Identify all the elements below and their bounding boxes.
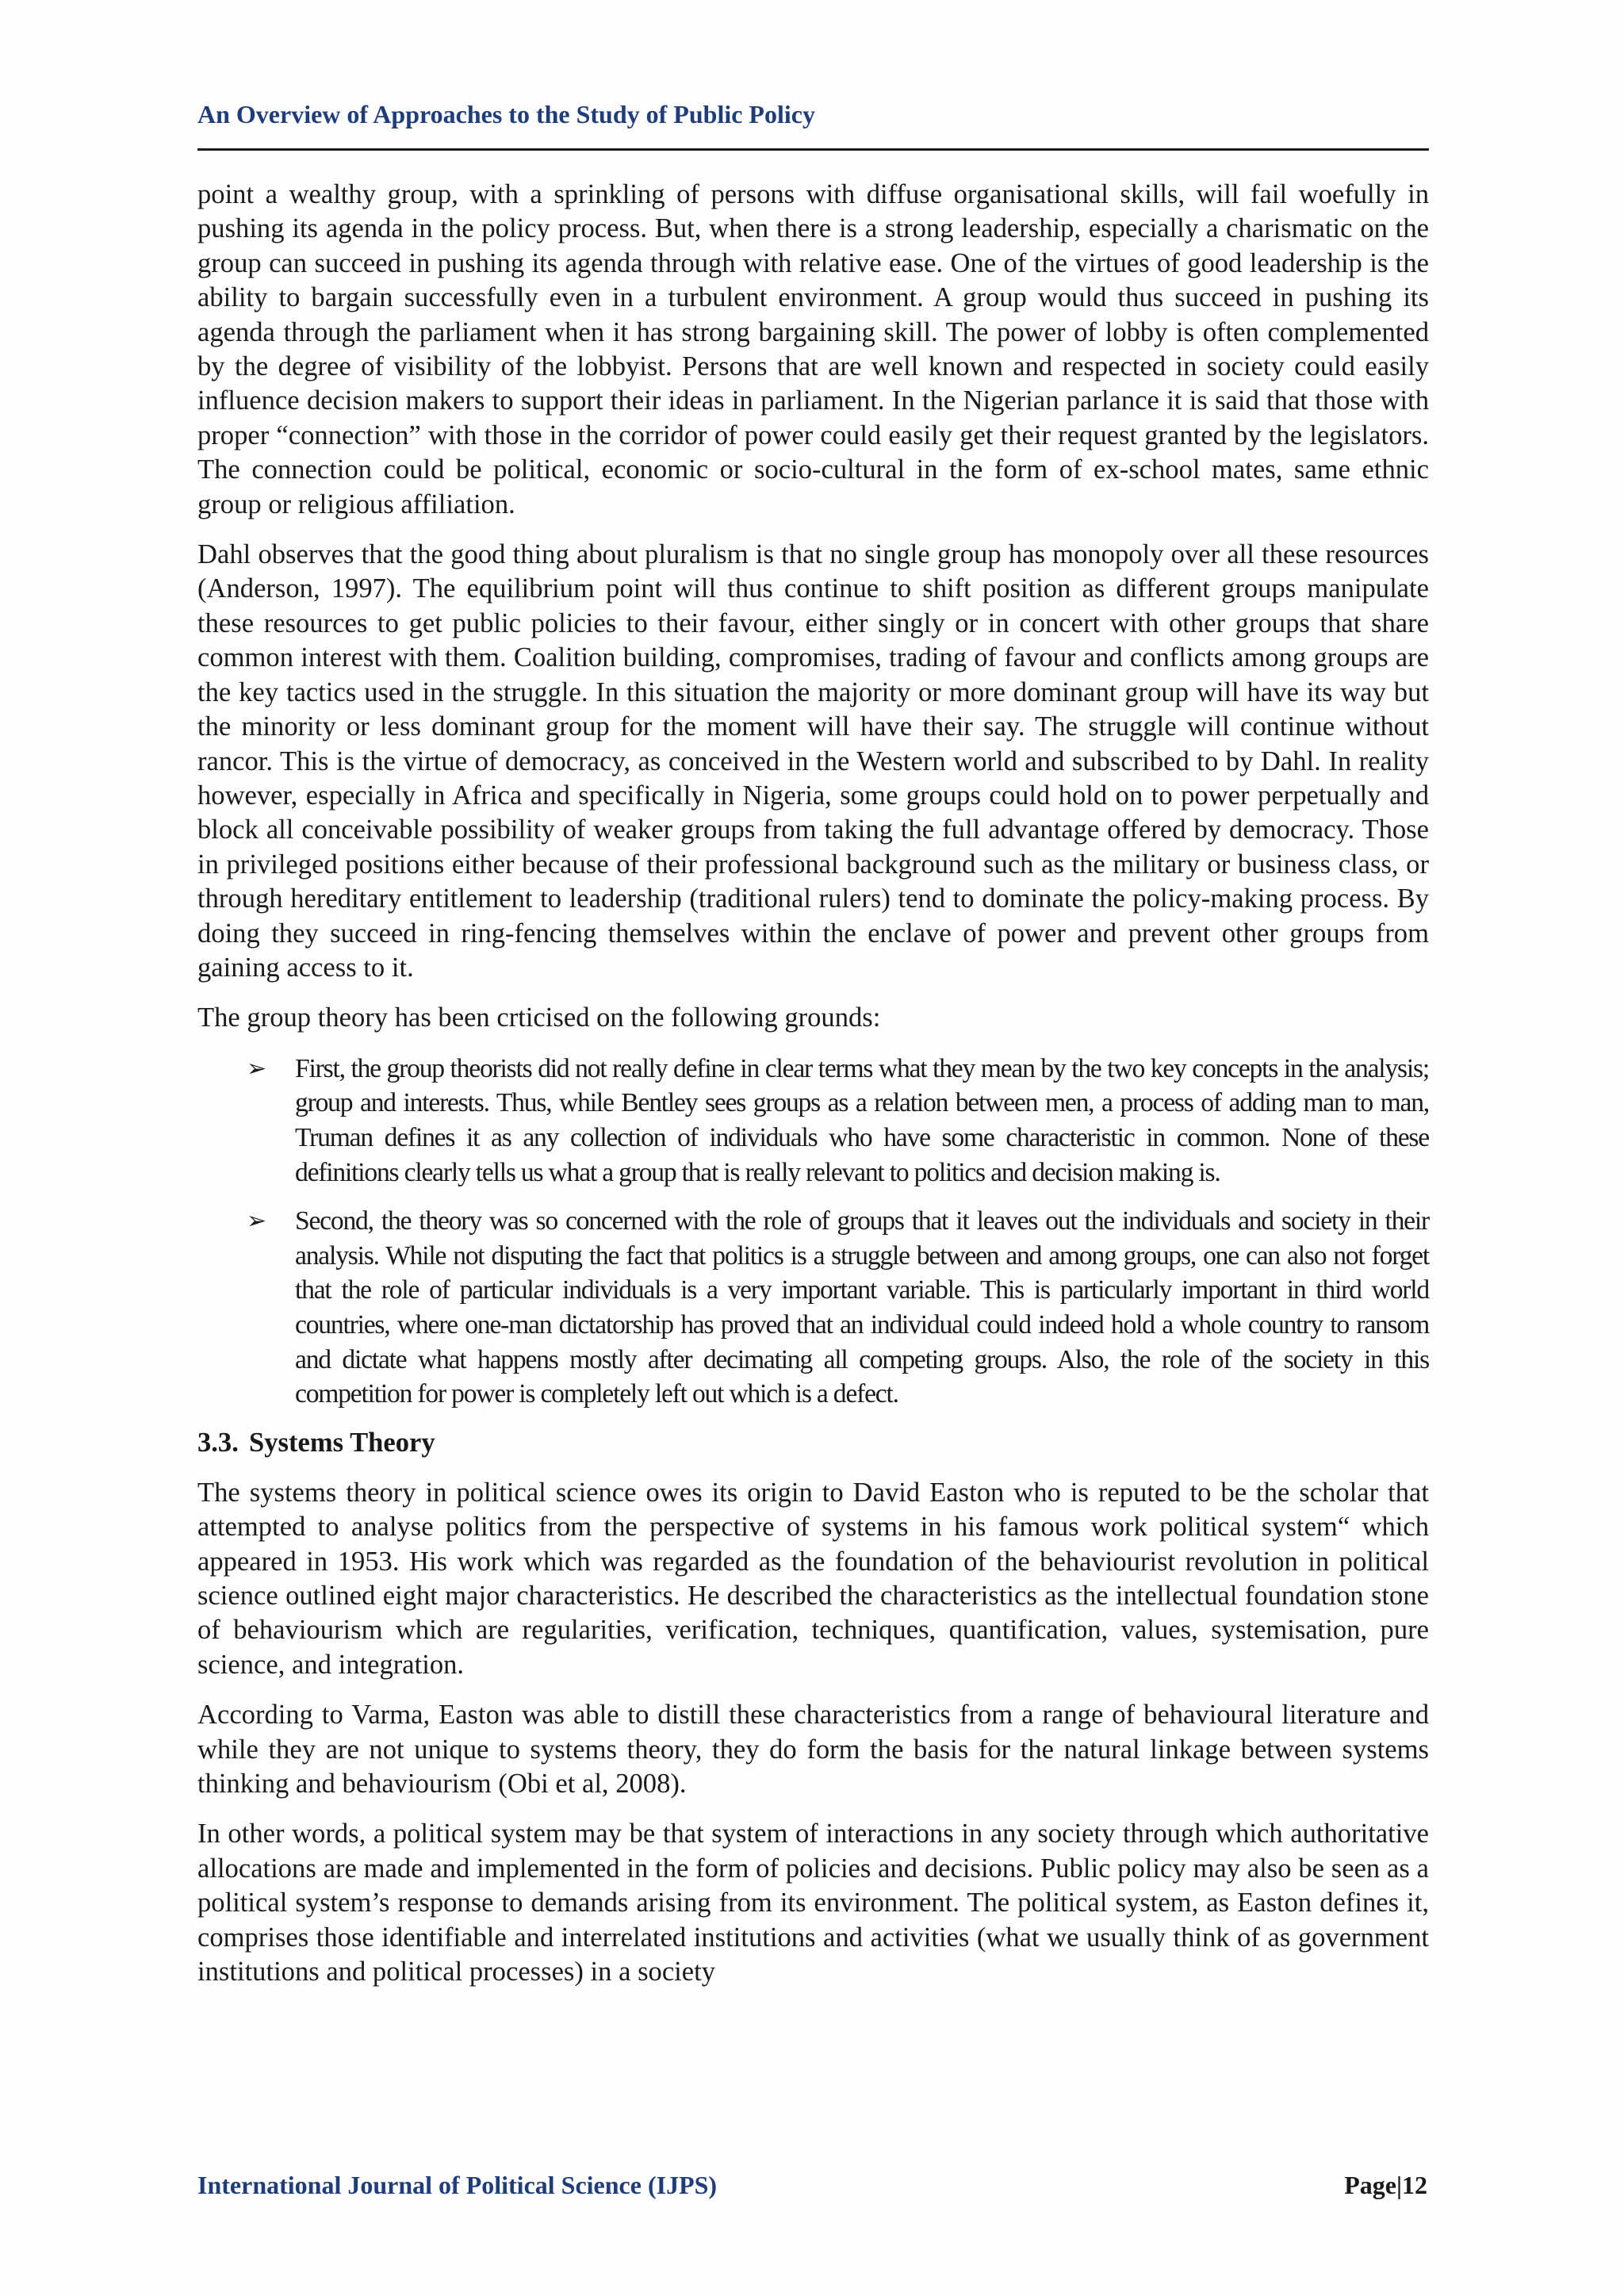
page-number: Page|12 xyxy=(1344,2171,1427,2199)
page-content xyxy=(197,178,1429,2005)
journal-name: International Journal of Political Science (IJPS) xyxy=(197,2171,718,2199)
list-item xyxy=(197,1052,1429,1190)
body-paragraph-3: The group theory has been crticised on the following grounds: xyxy=(197,1002,881,1033)
arrow-bullet-icon: ➢ xyxy=(247,1207,266,1236)
arrow-bullet-icon: ➢ xyxy=(247,1054,266,1083)
section-number: 3.3. xyxy=(197,1427,239,1458)
header-divider xyxy=(197,148,1429,151)
bullet-text: Second, the theory was so concerned with the role of groups that it leaves out the individuals and society in their analysis. While not disputing the fact that politics is a struggle between and among groups, one can also not forget that the role of particular individuals is a very important variable. This is particularly important in third world countries, where one-man dictatorship has proved that an individual could indeed hold a whole country to ransom and dictate what happens mostly after decimating all competing groups. Also, the role of the society in this competition for power is completely left out which is a defect. xyxy=(295,1206,1429,1409)
body-paragraph-5: According to Varma, Easton was able to distill these characteristics from a range of behavioural literature and while they are not unique to systems theory, they do form the basis for the natural linkage between systems thinking and behaviourism (Obi et al, 2008). xyxy=(197,1700,1429,1799)
body-paragraph-6: In other words, a political system may be that system of interactions in any society through which authoritative allocations are made and implemented in the form of policies and decisions. Public policy may also be seen as a political system’s response to demands arising from its environment. The political system, as Easton defines it, comprises those identifiable and interrelated institutions and activities (what we usually think of as government institutions and political processes) in a society xyxy=(197,1819,1429,1987)
section-heading xyxy=(197,1426,1429,1460)
running-header-title: An Overview of Approaches to the Study of Public Policy xyxy=(197,100,815,128)
list-item xyxy=(197,1204,1429,1412)
section-title: Systems Theory xyxy=(249,1427,435,1458)
body-paragraph-2: Dahl observes that the good thing about pluralism is that no single group has monopoly over all these resources (Anderson, 1997). The equilibrium point will thus continue to shift position as different groups manipulate these resources to get public policies to their favour, either singly or in concert with other groups that share common interest with them. Coalition building, compromises, trading of favour and conflicts among groups are the key tactics used in the struggle. In this situation the majority or more dominant group will have its way but the minority or less dominant group for the moment will have their say. The struggle will continue without rancor. This is the virtue of democracy, as conceived in the Western world and subscribed to by Dahl. In reality however, especially in Africa and specifically in Nigeria, some groups could hold on to power perpetually and block all conceivable possibility of weaker groups from taking the full advantage offered by democracy. Those in privileged positions either because of their professional background such as the military or business class, or through hereditary entitlement to leadership (traditional rulers) tend to dominate the policy-making process. By doing they succeed in ring-fencing themselves within the enclave of power and prevent other groups from gaining access to it. xyxy=(197,539,1429,983)
bullet-text: First, the group theorists did not really define in clear terms what they mean by the two key concepts in the analysis; group and interests. Thus, while Bentley sees groups as a relation between men, a process of adding man to man, Truman defines it as any collection of individuals who have some characteristic in common. None of these definitions clearly tells us what a group that is really relevant to politics and decision making is. xyxy=(295,1053,1429,1187)
criticism-list xyxy=(197,1052,1429,1412)
body-paragraph-1: point a wealthy group, with a sprinkling of persons with diffuse organisational skills, will fail woefully in pushing its agenda in the policy process. But, when there is a strong leadership, especially a charismatic on the group can succeed in pushing its agenda through with relative ease. One of the virtues of good leadership is the ability to bargain successfully even in a turbulent environment. A group would thus succeed in pushing its agenda through the parliament when it has strong bargaining skill. The power of lobby is often complemented by the degree of visibility of the lobbyist. Persons that are well known and respected in society could easily influence decision makers to support their ideas in parliament. In the Nigerian parlance it is said that those with proper “connection” with those in the corridor of power could easily get their request granted by the legislators. The connection could be political, economic or socio-cultural in the form of ex-school mates, same ethnic group or religious affiliation. xyxy=(197,179,1429,519)
running-footer xyxy=(197,2168,1429,2202)
body-paragraph-4: The systems theory in political science owes its origin to David Easton who is reputed to be the scholar that attempted to analyse politics from the perspective of systems in his famous work political system“ which appeared in 1953. His work which was regarded as the foundation of the behaviourist revolution in political science outlined eight major characteristics. He described the characteristics as the intellectual foundation stone of behaviourism which are regularities, verification, techniques, quantification, values, systemisation, pure science, and integration. xyxy=(197,1477,1429,1680)
